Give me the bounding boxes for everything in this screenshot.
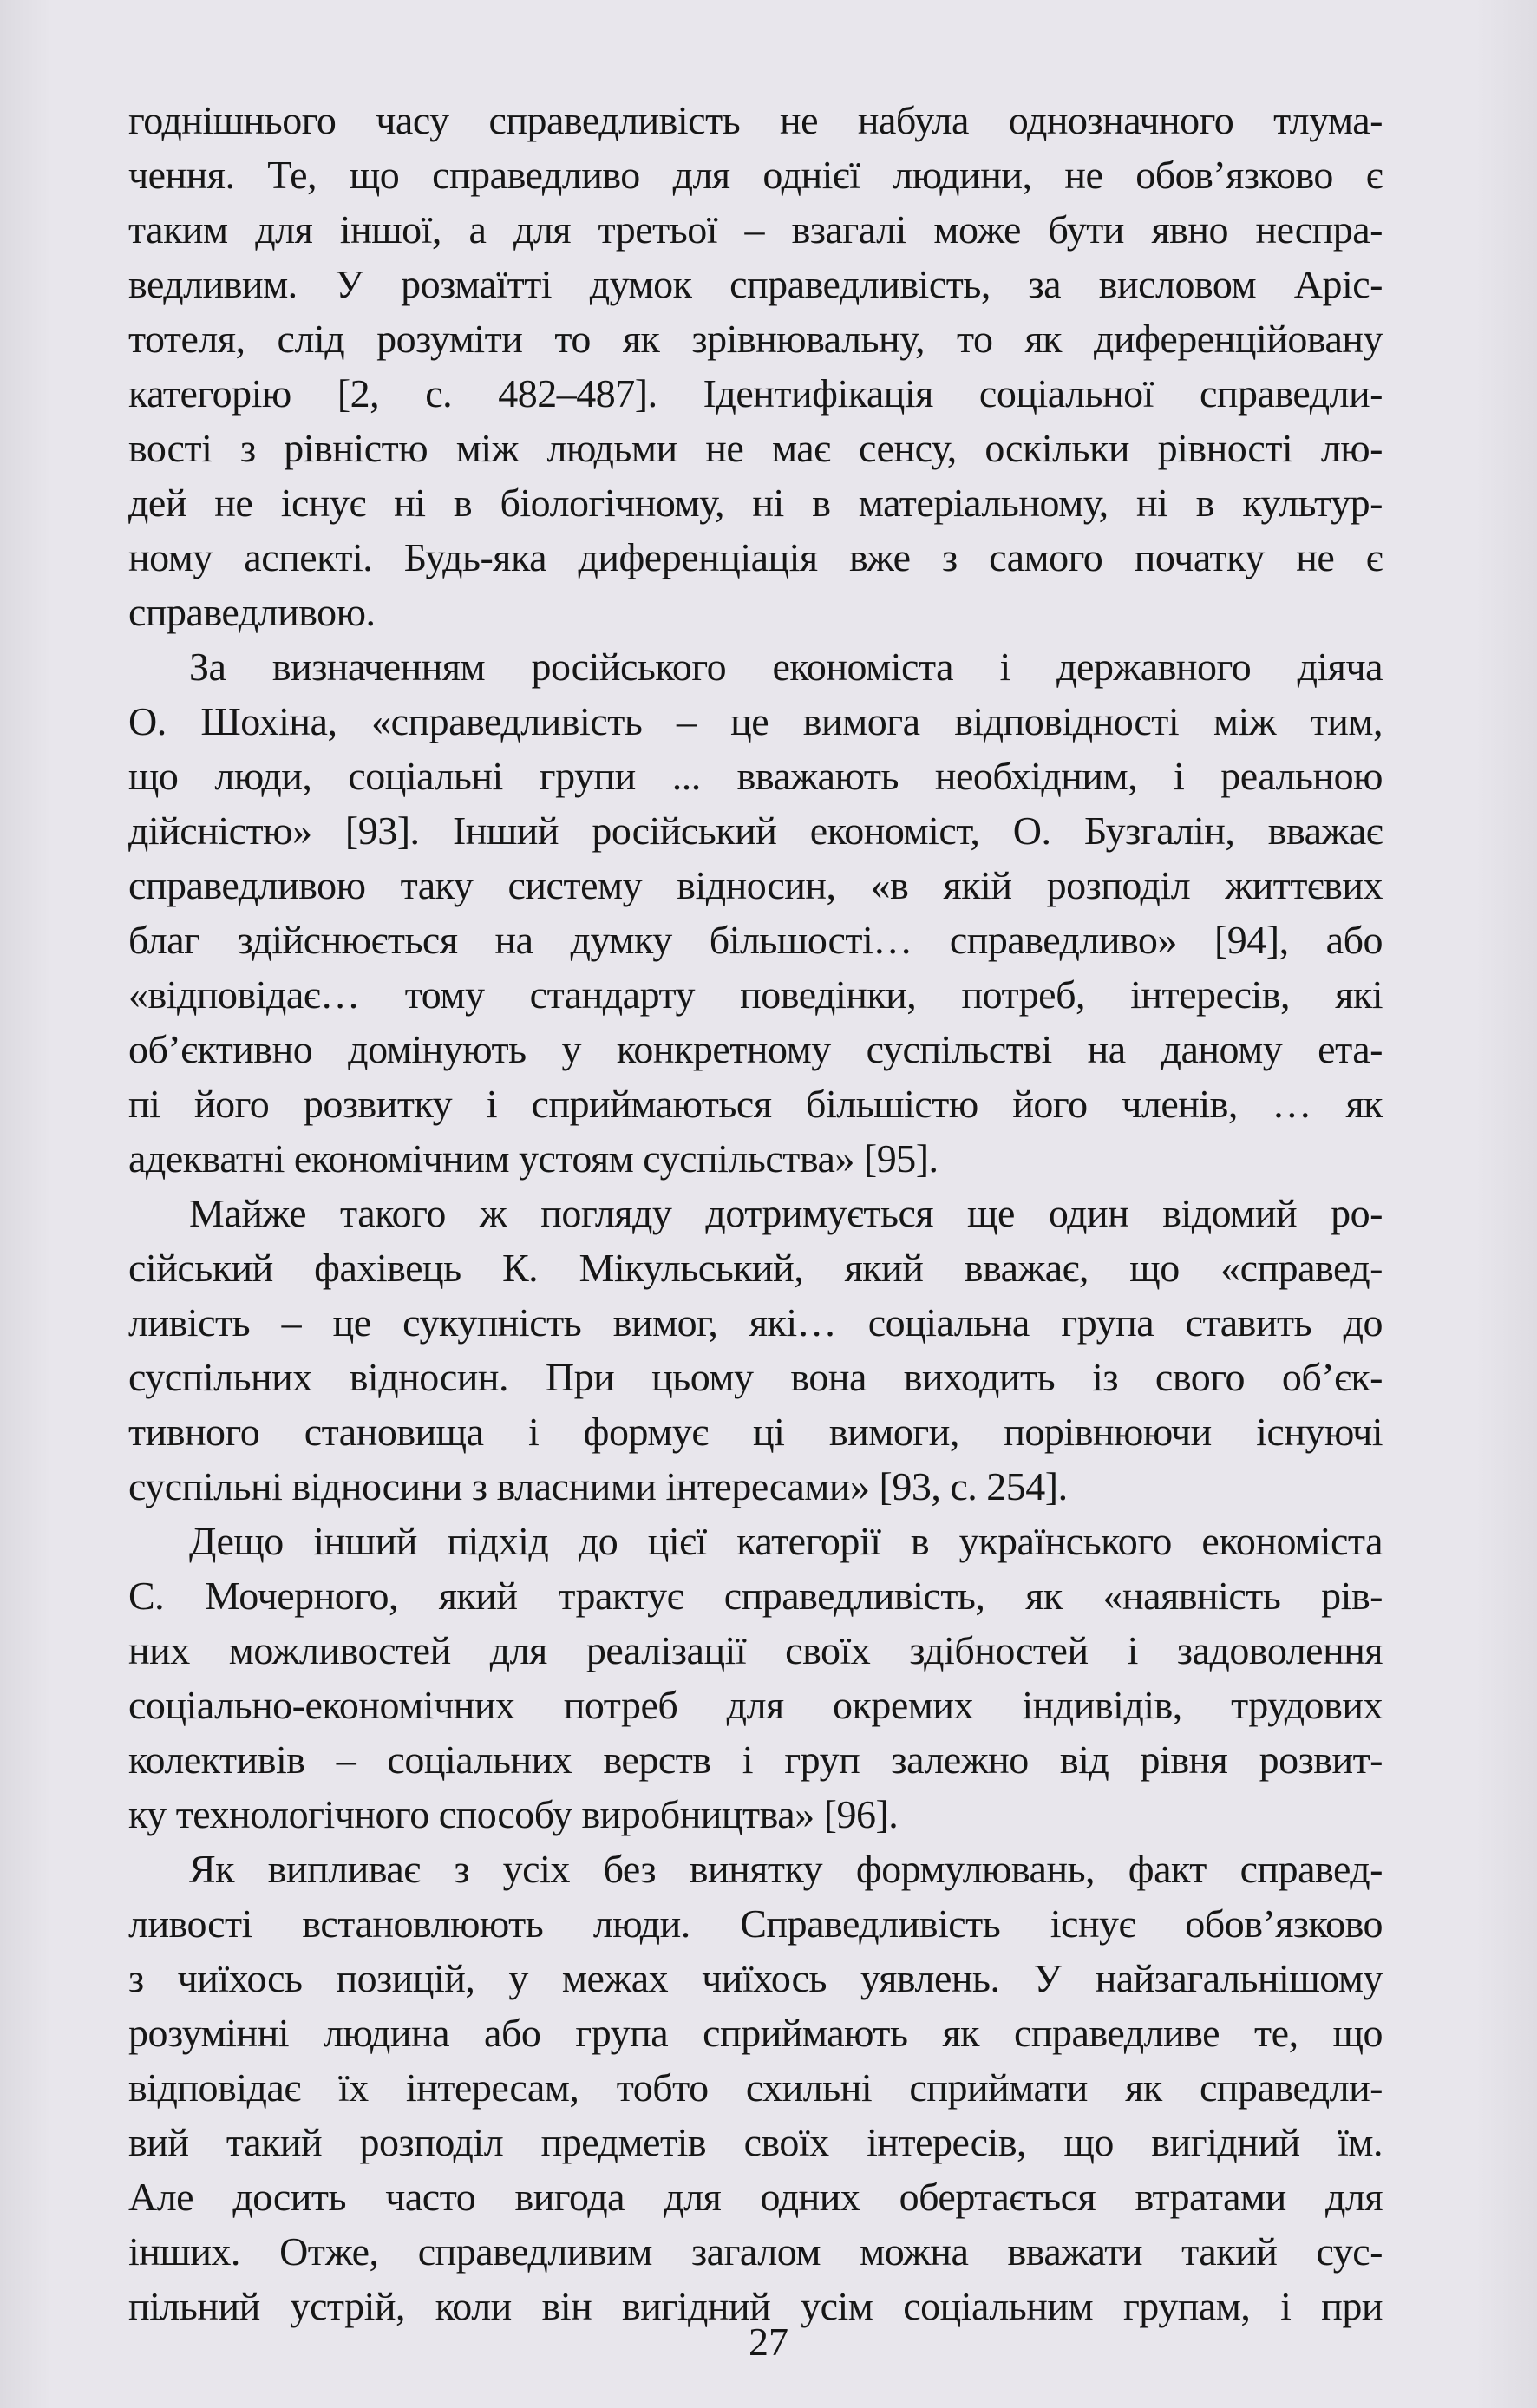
text-line: тотеля, слід розуміти то як зрівнювальну, то як диференційовану [128,317,1383,361]
text-line: «відповідає… тому стандарту поведінки, потреб, інтересів, які [128,972,1383,1017]
paragraph [128,93,1383,639]
text-line: чення. Те, що справедливо для однієї людини, не обов’язково є [128,153,1383,197]
text-line: них можливостей для реалізації своїх здібностей і задоволення [128,1628,1383,1672]
text-line: справедливою. [128,590,376,634]
text-line: соціально-економічних потреб для окремих індивідів, трудових [128,1683,1383,1727]
text-line: пільний устрій, коли він вигідний усім соціальним групам, і при [128,2284,1383,2328]
paragraph [128,1186,1383,1514]
text-line: ливість – це сукупність вимог, які… соціальна група ставить до [128,1300,1383,1345]
body-text [128,93,1383,2333]
text-line: об’єктивно домінують у конкретному суспільстві на даному ета- [128,1027,1383,1071]
paragraph [128,1842,1383,2333]
text-line: пі його розвитку і сприймаються більшістю його членів, … як [128,1082,1383,1126]
text-line: інших. Отже, справедливим загалом можна вважати такий сус- [128,2229,1383,2274]
text-line: дей не існує ні в біологічному, ні в матеріальному, ні в культур- [128,481,1383,525]
text-line: Дещо інший підхід до цієї категорії в українського економіста [189,1519,1383,1563]
text-line: ведливим. У розмаїтті думок справедливість, за висловом Аріс- [128,262,1383,306]
text-line: Як випливає з усіх без винятку формулювань, факт справед- [189,1847,1383,1891]
text-line: ку технологічного способу виробництва» [96]. [128,1792,899,1836]
text-line: розумінні людина або група сприймають як справедливе те, що [128,2011,1383,2055]
text-line: благ здійснюється на думку більшості… справедливо» [94], або [128,918,1383,962]
text-line: За визначенням російського економіста і державного діяча [189,645,1383,689]
text-line: що люди, соціальні групи ... вважають необхідним, і реальною [128,754,1383,798]
paragraph [128,1514,1383,1842]
text-line: сійський фахівець К. Мікульський, який вважає, що «справед- [128,1246,1383,1290]
text-line: годнішнього часу справедливість не набула однозначного тлума- [128,98,1383,142]
text-line: дійсністю» [93]. Інший російський економіст, О. Бузгалін, вважає [128,808,1383,853]
text-line: таким для іншої, а для третьої – взагалі може бути явно неспра- [128,207,1383,252]
text-line: суспільні відносини з власними інтересами» [93, с. 254]. [128,1464,1068,1508]
text-line: вий такий розподіл предметів своїх інтересів, що вигідний їм. [128,2120,1383,2164]
text-line: колективів – соціальних верств і груп залежно від рівня розвит- [128,1737,1383,1782]
text-line: ному аспекті. Будь-яка диференціація вже з самого початку не є [128,535,1383,579]
text-line: О. Шохіна, «справедливість – це вимога відповідності між тим, [128,699,1383,743]
text-line: Майже такого ж погляду дотримується ще один відомий ро- [189,1191,1383,1235]
text-line: ливості встановлюють люди. Справедливість існує обов’язково [128,1901,1383,1946]
paragraph [128,639,1383,1186]
text-line: з чиїхось позицій, у межах чиїхось уявлень. У найзагальнішому [128,1956,1383,2000]
text-line: категорію [2, с. 482–487]. Ідентифікація соціальної справедли- [128,371,1383,416]
text-line: тивного становища і формує ці вимоги, порівнюючи існуючі [128,1410,1383,1454]
text-line: Але досить часто вигода для одних обертається втратами для [128,2175,1383,2219]
text-line: вості з рівністю між людьми не має сенсу, оскільки рівності лю- [128,426,1383,470]
text-line: справедливою таку систему відносин, «в якій розподіл життєвих [128,863,1383,907]
text-line: відповідає їх інтересам, тобто схильні сприймати як справедли- [128,2065,1383,2110]
page-number: 27 [749,2320,788,2364]
text-line: суспільних відносин. При цьому вона виходить із свого об’єк- [128,1355,1383,1399]
text-line: адекватні економічним устоям суспільства» [95]. [128,1136,939,1181]
text-line: С. Мочерного, який трактує справедливість, як «наявність рів- [128,1574,1383,1618]
